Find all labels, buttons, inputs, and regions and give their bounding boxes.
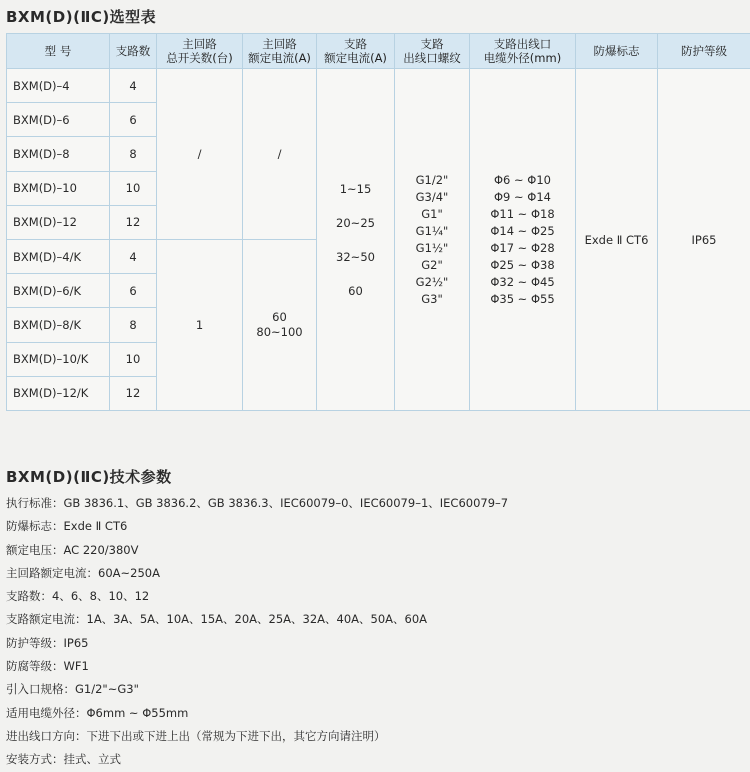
header-switch-count: [157, 34, 243, 69]
protection-cell: IP65: [658, 69, 750, 411]
model-cell: BXM(D)–4: [7, 69, 110, 103]
branch-current-value: 20~25: [317, 213, 394, 233]
switch-count-cell: 1: [157, 239, 243, 410]
main-current-value: 80~100: [243, 325, 316, 340]
header-line: 主回路: [243, 37, 316, 51]
branch-current-value: 32~50: [317, 247, 394, 267]
spec-line: 引入口规格：G1/2"~G3": [6, 678, 508, 701]
spec-line: 支路数：4、6、8、10、12: [6, 585, 508, 608]
spec-line: 主回路额定电流：60A~250A: [6, 562, 508, 585]
branches-cell: 4: [110, 69, 157, 103]
model-cell: BXM(D)–4/K: [7, 239, 110, 273]
cable-od-value: Φ9 ~ Φ14: [470, 189, 575, 206]
header-protection: 防护等级: [658, 34, 750, 69]
cable-od-value: Φ11 ~ Φ18: [470, 206, 575, 223]
branch-current-value: 60: [317, 281, 394, 301]
table-title: BXM(D)(ⅡC)选型表: [6, 6, 156, 27]
branches-cell: 6: [110, 274, 157, 308]
header-branch-current: [317, 34, 395, 69]
header-line: 额定电流(A): [243, 51, 316, 65]
table-row: [7, 69, 750, 103]
switch-count-cell: /: [157, 69, 243, 240]
branches-cell: 12: [110, 376, 157, 410]
header-thread: [395, 34, 470, 69]
thread-value: G1¼": [395, 223, 469, 240]
main-current-value: 60: [243, 310, 316, 325]
branches-cell: 8: [110, 137, 157, 171]
branches-cell: 10: [110, 171, 157, 205]
thread-value: G2": [395, 257, 469, 274]
cable-od-value: Φ17 ~ Φ28: [470, 240, 575, 257]
branch-current-value: 1~15: [317, 179, 394, 199]
model-cell: BXM(D)–12/K: [7, 376, 110, 410]
thread-value: G2½": [395, 274, 469, 291]
branches-cell: 8: [110, 308, 157, 342]
branch-current-cell: [317, 69, 395, 411]
model-cell: BXM(D)–12: [7, 205, 110, 239]
cable-od-cell: [470, 69, 576, 411]
spec-line: 防腐等级：WF1: [6, 655, 508, 678]
thread-value: G1/2": [395, 172, 469, 189]
spec-line: 防护等级：IP65: [6, 632, 508, 655]
header-line: 支路: [395, 37, 469, 51]
cable-od-value: Φ35 ~ Φ55: [470, 291, 575, 308]
header-line: 支路: [317, 37, 394, 51]
spec-line: 防爆标志：Exde Ⅱ CT6: [6, 515, 508, 538]
cable-od-value: Φ14 ~ Φ25: [470, 223, 575, 240]
header-line: 额定电流(A): [317, 51, 394, 65]
header-cable-od: [470, 34, 576, 69]
spec-line: 进出线口方向：下进下出或下进上出（常规为下进下出，其它方向请注明）: [6, 725, 508, 748]
header-line: 总开关数(台): [157, 51, 242, 65]
header-line: 主回路: [157, 37, 242, 51]
explosion-mark-cell: Exde Ⅱ CT6: [576, 69, 658, 411]
cable-od-value: Φ32 ~ Φ45: [470, 274, 575, 291]
main-current-cell: /: [243, 69, 317, 240]
spec-line: 适用电缆外径：Φ6mm ~ Φ55mm: [6, 702, 508, 725]
thread-value: G3": [395, 291, 469, 308]
spec-line: 支路额定电流：1A、3A、5A、10A、15A、20A、25A、32A、40A、50A、60A: [6, 608, 508, 631]
cable-od-value: Φ25 ~ Φ38: [470, 257, 575, 274]
header-explosion-mark: 防爆标志: [576, 34, 658, 69]
thread-value: G3/4": [395, 189, 469, 206]
selection-table: [6, 33, 750, 411]
thread-value: G1": [395, 206, 469, 223]
cable-od-value: Φ6 ~ Φ10: [470, 172, 575, 189]
header-main-current: [243, 34, 317, 69]
spec-line: 额定电压：AC 220/380V: [6, 539, 508, 562]
header-line: 支路出线口: [470, 37, 575, 51]
main-current-cell: [243, 239, 317, 410]
model-cell: BXM(D)–8: [7, 137, 110, 171]
spec-line: 执行标准：GB 3836.1、GB 3836.2、GB 3836.3、IEC60079–0、IEC60079–1、IEC60079–7: [6, 492, 508, 515]
model-cell: BXM(D)–10/K: [7, 342, 110, 376]
branches-cell: 4: [110, 239, 157, 273]
model-cell: BXM(D)–10: [7, 171, 110, 205]
thread-cell: [395, 69, 470, 411]
model-cell: BXM(D)–8/K: [7, 308, 110, 342]
specs-title: BXM(D)(ⅡC)技术参数: [6, 466, 172, 487]
model-cell: BXM(D)–6/K: [7, 274, 110, 308]
branches-cell: 10: [110, 342, 157, 376]
specs-list: [6, 492, 508, 772]
thread-value: G1½": [395, 240, 469, 257]
header-branches: 支路数: [110, 34, 157, 69]
header-model: 型 号: [7, 34, 110, 69]
header-line: 出线口螺纹: [395, 51, 469, 65]
model-cell: BXM(D)–6: [7, 103, 110, 137]
branches-cell: 6: [110, 103, 157, 137]
branches-cell: 12: [110, 205, 157, 239]
spec-line: 安装方式：挂式、立式: [6, 748, 508, 771]
header-line: 电缆外径(mm): [470, 51, 575, 65]
table-header-row: [7, 34, 750, 69]
